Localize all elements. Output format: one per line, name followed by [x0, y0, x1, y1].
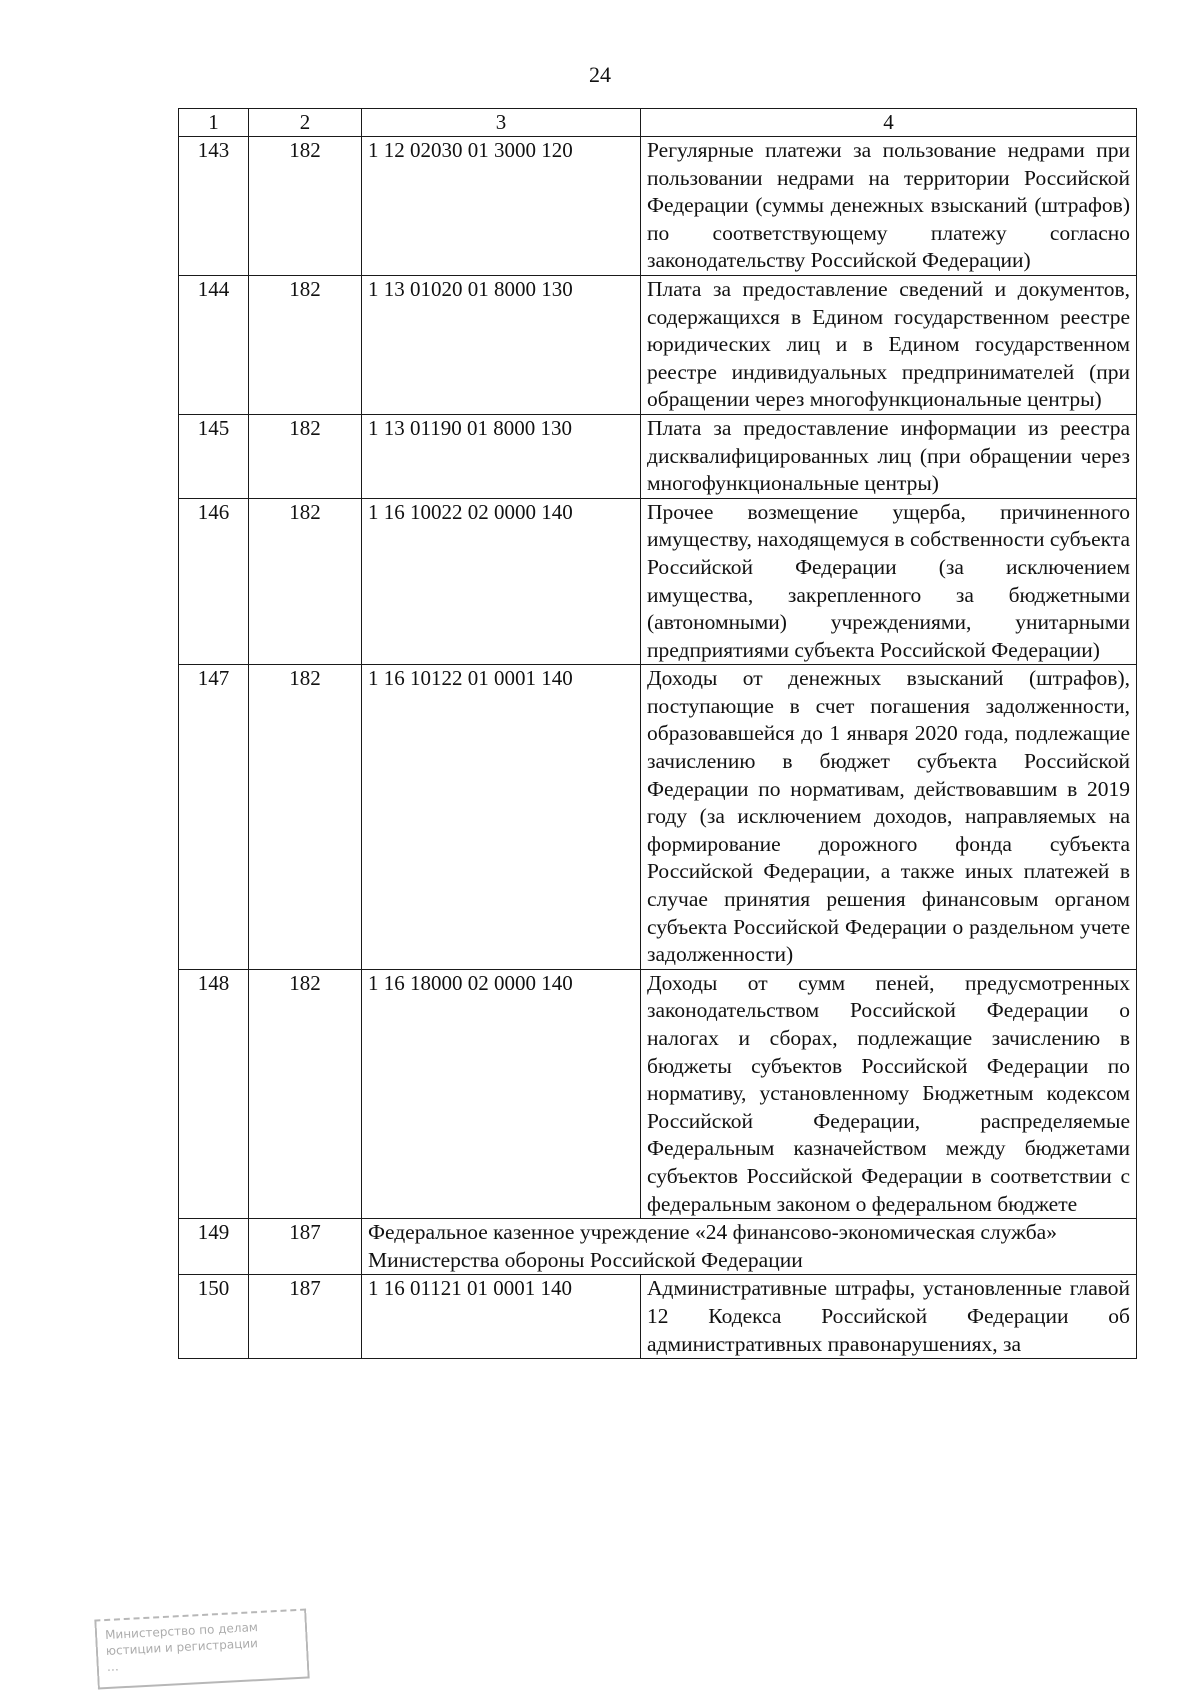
row-number: 149 [179, 1219, 249, 1275]
table-row-administrator [179, 1219, 1137, 1275]
row-number: 143 [179, 137, 249, 276]
row-number: 147 [179, 665, 249, 970]
admin-code: 182 [249, 665, 362, 970]
admin-code: 187 [249, 1275, 362, 1359]
row-number: 145 [179, 414, 249, 498]
revenue-description: Прочее возмещение ущерба, причиненного имуществу, находящемуся в собственности субъекта Российской Федерации (за исключением имущества, закрепленного за бюджетными (автономными) учреждениями, унитарными предприятиями субъекта Российской Федерации) [641, 498, 1137, 665]
budget-code: 1 12 02030 01 3000 120 [362, 137, 641, 276]
header-col-1: 1 [179, 109, 249, 137]
table-row [179, 665, 1137, 970]
administrator-name: Федеральное казенное учреждение «24 финансово-экономическая служба» Министерства обороны Российской Федерации [362, 1219, 1137, 1275]
table-row [179, 969, 1137, 1218]
revenue-codes-table [178, 108, 1137, 1359]
page-number: 24 [589, 62, 611, 87]
header-col-4: 4 [641, 109, 1137, 137]
table-header-row [179, 109, 1137, 137]
row-number: 148 [179, 969, 249, 1218]
budget-code: 1 13 01020 01 8000 130 [362, 275, 641, 414]
stamp-line-2: юстиции и регистрации [105, 1636, 259, 1659]
revenue-description: Плата за предоставление информации из реестра дисквалифицированных лиц (при обращении через многофункциональные центры) [641, 414, 1137, 498]
revenue-description: Плата за предоставление сведений и документов, содержащихся в Едином государственном реестре юридических лиц и в Едином государственном реестре индивидуальных предпринимателей (при обращении через многофункциональные центры) [641, 275, 1137, 414]
budget-code: 1 13 01190 01 8000 130 [362, 414, 641, 498]
admin-code: 182 [249, 275, 362, 414]
admin-code: 182 [249, 414, 362, 498]
stamp-line-1: Министерство по делам [104, 1620, 259, 1643]
row-number: 150 [179, 1275, 249, 1359]
table-row [179, 275, 1137, 414]
revenue-description: Доходы от сумм пеней, предусмотренных законодательством Российской Федерации о налогах и сборах, подлежащие зачислению в бюджеты субъектов Российской Федерации по нормативу, установленному Бюджетным кодексом Российской Федерации, распределяемые Федеральным казначейством между бюджетами субъектов Российской Федерации в соответствии с федеральным законом о федеральном бюджете [641, 969, 1137, 1218]
header-col-2: 2 [249, 109, 362, 137]
revenue-description: Регулярные платежи за пользование недрами при пользовании недрами на территории Российской Федерации (суммы денежных взысканий (штрафов) по соответствующему платежу согласно законодательству Российской Федерации) [641, 137, 1137, 276]
budget-code: 1 16 18000 02 0000 140 [362, 969, 641, 1218]
header-col-3: 3 [362, 109, 641, 137]
admin-code: 187 [249, 1219, 362, 1275]
registration-stamp [94, 1609, 309, 1690]
row-number: 146 [179, 498, 249, 665]
admin-code: 182 [249, 137, 362, 276]
budget-code: 1 16 01121 01 0001 140 [362, 1275, 641, 1359]
table-row [179, 137, 1137, 276]
revenue-description: Доходы от денежных взысканий (штрафов), поступающие в счет погашения задолженности, образовавшейся до 1 января 2020 года, подлежащие зачислению в бюджет субъекта Российской Федерации по нормативам, действовавшим в 2019 году (за исключением доходов, направляемых на формирование дорожного фонда субъекта Российской Федерации, а также иных платежей в случае принятия решения финансовым органом субъекта Российской Федерации о раздельном учете задолженности) [641, 665, 1137, 970]
stamp-line-3: … [106, 1659, 120, 1674]
admin-code: 182 [249, 969, 362, 1218]
budget-code: 1 16 10022 02 0000 140 [362, 498, 641, 665]
budget-code: 1 16 10122 01 0001 140 [362, 665, 641, 970]
table-row [179, 414, 1137, 498]
row-number: 144 [179, 275, 249, 414]
revenue-description: Административные штрафы, установленные главой 12 Кодекса Российской Федерации об административных правонарушениях, за [641, 1275, 1137, 1359]
admin-code: 182 [249, 498, 362, 665]
table-row [179, 498, 1137, 665]
table-row [179, 1275, 1137, 1359]
